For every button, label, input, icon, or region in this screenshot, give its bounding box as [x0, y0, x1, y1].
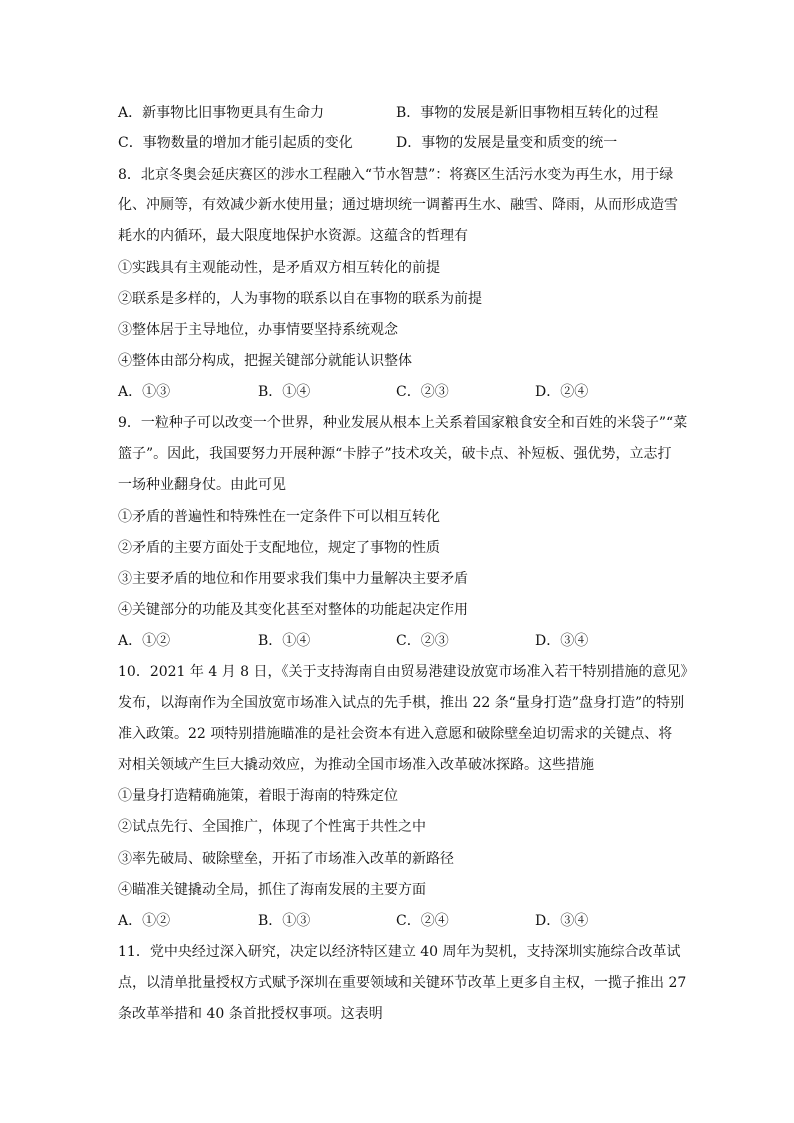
q11-stem-line: 11．党中央经过深入研究，决定以经济特区建立 40 周年为契机，支持深圳实施综合改革试 — [118, 944, 681, 960]
q10-option-d: D．③④ — [535, 913, 589, 929]
q8-statement: ④整体由部分构成，把握关键部分就能认识整体 — [118, 353, 412, 369]
q10-statement: ③率先破局、破除壁垒，开拓了市场准入改革的新路径 — [118, 851, 454, 867]
q8-option-a: A．①③ — [118, 384, 171, 400]
q7-option-c: C．事物数量的增加才能引起质的变化 — [118, 135, 353, 151]
q8-option-b: B．①④ — [258, 384, 311, 400]
q10-statement: ④瞄准关键撬动全局，抓住了海南发展的主要方面 — [118, 882, 426, 898]
q7-option-a: A．新事物比旧事物更具有生命力 — [118, 105, 325, 121]
q7-option-b: B．事物的发展是新旧事物相互转化的过程 — [396, 105, 659, 121]
q9-stem-line: 9．一粒种子可以改变一个世界，种业发展从根本上关系着国家粮食安全和百姓的米袋子”“菜 — [118, 415, 688, 431]
q8-stem-line: 耗水的内循环，最大限度地保护水资源。这蕴含的哲理有 — [118, 228, 468, 244]
q11-stem-line: 条改革举措和 40 条首批授权事项。这表明 — [118, 1006, 383, 1022]
q10-stem-line: 发布，以海南作为全国放宽市场准入试点的先手棋，推出 22 条“量身打造”盘身打造”的特别 — [118, 695, 685, 711]
q10-stem-line: 10．2021 年 4 月 8 日，《关于支持海南自由贸易港建设放宽市场准入若干特别措施的意见》 — [118, 664, 695, 680]
q10-option-c: C．②④ — [396, 913, 449, 929]
q10-option-b: B．①③ — [258, 913, 311, 929]
q10-statement: ①量身打造精确施策，着眼于海南的特殊定位 — [118, 788, 398, 804]
q9-stem-line: 一场种业翻身仗。由此可见 — [118, 477, 286, 493]
q11-stem-line: 点，以清单批量授权方式赋予深圳在重要领域和关键环节改革上更多自主权，一揽子推出 27 — [118, 975, 687, 991]
q8-stem-line: 8．北京冬奥会延庆赛区的涉水工程融入“节水智慧”：将赛区生活污水变为再生水，用于绿 — [118, 167, 674, 183]
q8-option-c: C．②③ — [396, 384, 449, 400]
q9-statement: ③主要矛盾的地位和作用要求我们集中力量解决主要矛盾 — [118, 571, 468, 587]
q8-option-d: D．②④ — [535, 384, 589, 400]
q9-stem-line: 篮子”。因此，我国要努力开展种源“卡脖子”技术攻关，破卡点、补短板、强优势，立志打 — [118, 446, 672, 462]
q9-statement: ①矛盾的普遍性和特殊性在一定条件下可以相互转化 — [118, 509, 440, 525]
q7-option-d: D．事物的发展是量变和质变的统一 — [396, 135, 618, 151]
q9-option-c: C．②③ — [396, 633, 449, 649]
q10-stem-line: 准入政策。22 项特别措施瞄准的是社会资本有进入意愿和破除壁垒迫切需求的关键点、将 — [118, 726, 673, 742]
q8-statement: ③整体居于主导地位，办事情要坚持系统观念 — [118, 322, 398, 338]
q9-statement: ②矛盾的主要方面处于支配地位，规定了事物的性质 — [118, 540, 440, 556]
q10-option-a: A．①② — [118, 913, 171, 929]
q10-statement: ②试点先行、全国推广，体现了个性寓于共性之中 — [118, 819, 426, 835]
q9-option-a: A．①② — [118, 633, 171, 649]
q9-option-d: D．③④ — [535, 633, 589, 649]
q10-stem-line: 对相关领域产生巨大撬动效应，为推动全国市场准入改革破冰探路。这些措施 — [118, 757, 594, 773]
q8-stem-line: 化、冲厕等，有效减少新水使用量；通过塘坝统一调蓄再生水、融雪、降雨，从而形成造雪 — [118, 197, 678, 213]
q9-option-b: B．①④ — [258, 633, 311, 649]
q9-statement: ④关键部分的功能及其变化甚至对整体的功能起决定作用 — [118, 602, 468, 618]
q8-statement: ②联系是多样的，人为事物的联系以自在事物的联系为前提 — [118, 291, 482, 307]
q8-statement: ①实践具有主观能动性，是矛盾双方相互转化的前提 — [118, 260, 440, 276]
